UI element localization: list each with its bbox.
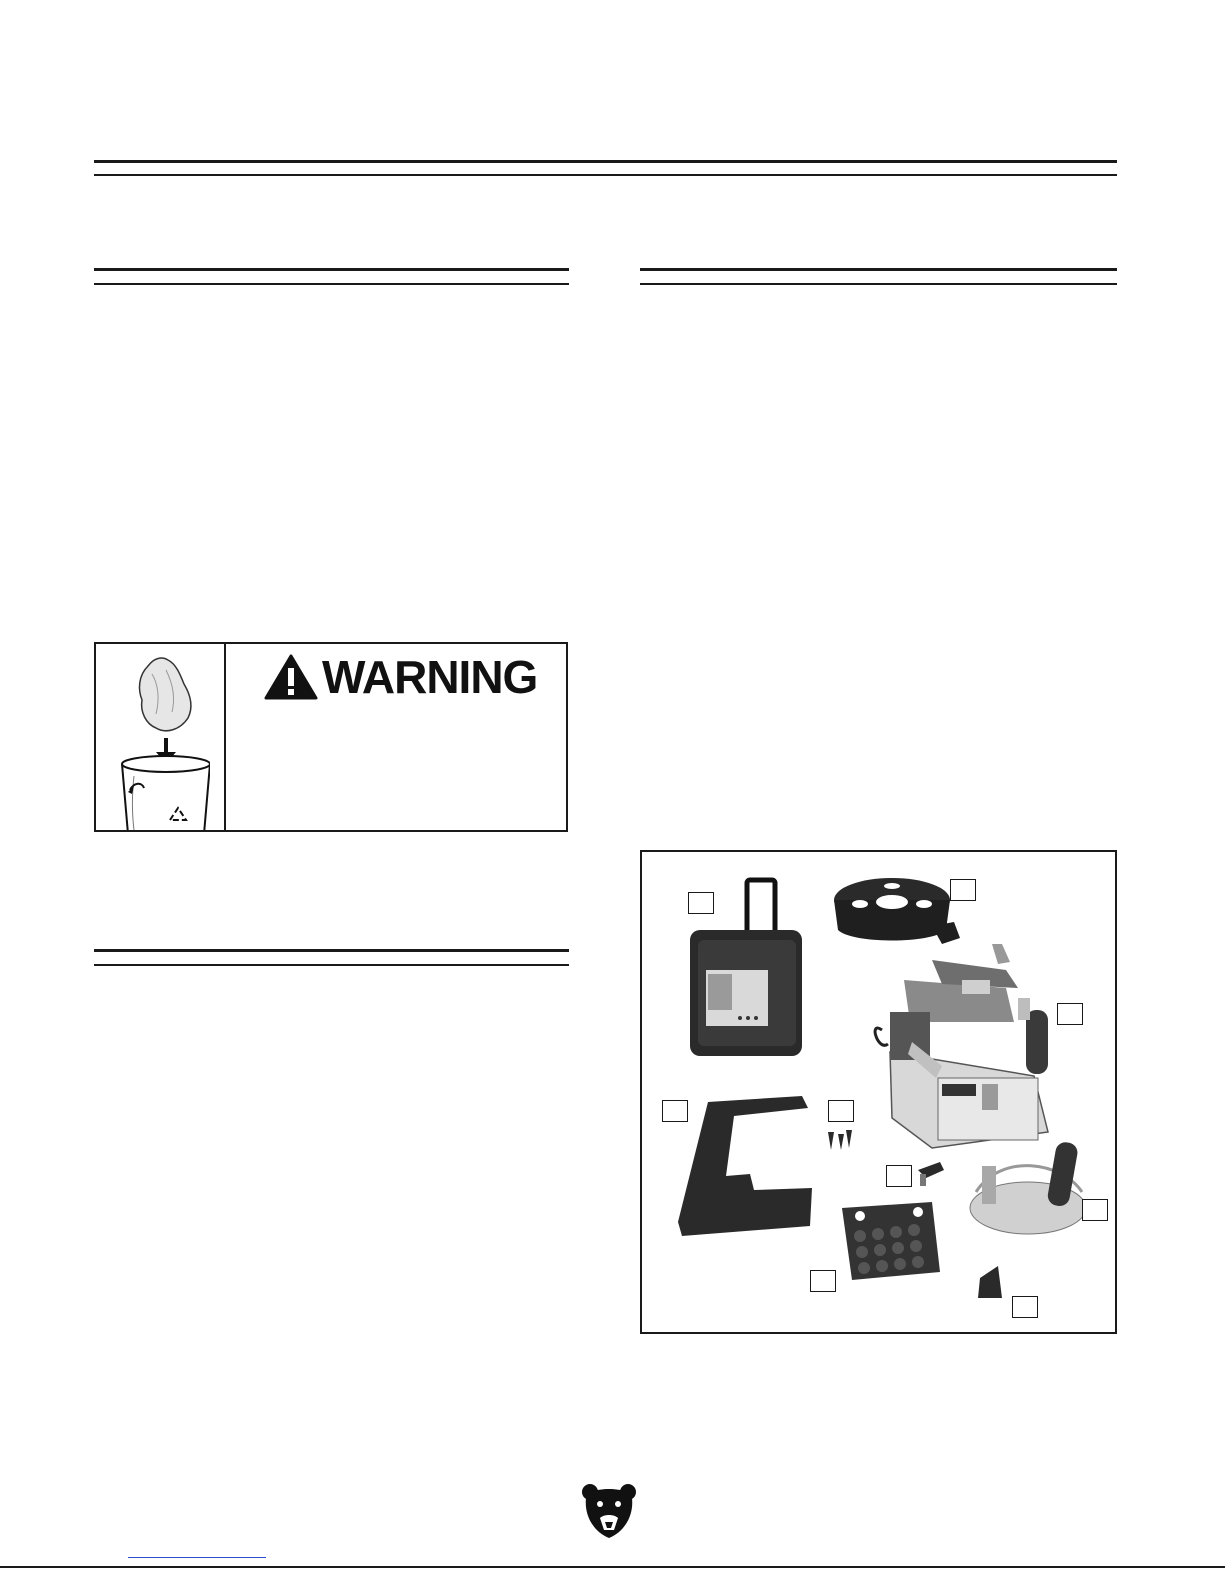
- warning-triangle-icon: [264, 654, 318, 700]
- callout-case: [688, 892, 714, 914]
- warning-title: [264, 650, 537, 704]
- guard-dish-image: [834, 878, 960, 944]
- edge-bander-machine-image: [875, 944, 1048, 1148]
- knob-image: [918, 1162, 944, 1186]
- plate-image: [678, 1096, 812, 1236]
- components-figure: [640, 850, 1117, 1334]
- callout-knob: [886, 1165, 912, 1187]
- trash-recycle-icon: [110, 654, 210, 830]
- callout-plate: [662, 1100, 688, 1122]
- footer-link-underline[interactable]: [128, 1557, 266, 1558]
- components-illustration: [642, 852, 1115, 1332]
- screws-image: [828, 1130, 852, 1150]
- warning-box: [94, 642, 568, 832]
- left-section2-rule-bottom: [94, 964, 569, 966]
- callout-machine: [1057, 1003, 1083, 1025]
- left-section-rule-top: [94, 268, 569, 271]
- callout-screws: [828, 1100, 854, 1122]
- suction-pad-image: [842, 1202, 940, 1280]
- header-rule-top: [94, 160, 1117, 163]
- warning-divider: [224, 644, 226, 830]
- callout-wedge: [1012, 1296, 1038, 1318]
- right-section-rule-bottom: [640, 283, 1117, 285]
- left-section2-rule-top: [94, 949, 569, 952]
- footer-rule: [0, 1566, 1225, 1568]
- callout-pad: [810, 1270, 836, 1292]
- base-handle-image: [970, 1141, 1086, 1234]
- callout-base: [1082, 1199, 1108, 1221]
- warning-title-text: WARNING: [322, 651, 538, 703]
- left-section-rule-bottom: [94, 283, 569, 285]
- right-section-rule-top: [640, 268, 1117, 271]
- header-rule-bottom: [94, 174, 1117, 176]
- bear-head-logo: [580, 1482, 638, 1540]
- callout-guard: [950, 879, 976, 901]
- wedge-image: [978, 1266, 1002, 1298]
